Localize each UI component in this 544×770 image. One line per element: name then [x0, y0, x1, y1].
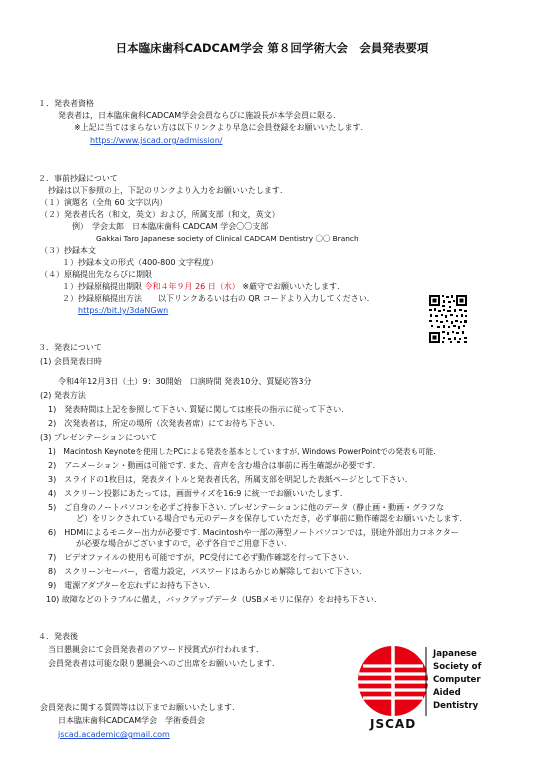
section-1-note: ※上記に当てはまらない方は以下リンクより早急に会員登録をお願いいたします. — [74, 123, 364, 132]
guideline-item-6b: が必要な場合がございますので，必ず各自でご用意下さい. — [76, 539, 287, 548]
logo-line-3: Computer — [433, 675, 481, 685]
example-english: Gakkai Taro Japanese society of Clinical CADCAM Dentistry 〇〇 Branch — [96, 234, 359, 243]
presentation-method-heading: (2) 発表方法 — [40, 391, 86, 400]
jscad-logo — [356, 644, 516, 732]
deadline-note: ※厳守でお願いいたします. — [242, 282, 340, 291]
qr-code-icon[interactable] — [428, 294, 468, 344]
submission-method: ２）抄録原稿提出方法 以下リンクあるいは右の QR コードより入力してください. — [62, 294, 370, 303]
item-abstract-body: （３）抄録本文 — [40, 246, 96, 255]
presentation-date-heading: (1) 会員発表日時 — [40, 357, 102, 366]
guideline-item-10: 10) 故障などのトラブルに備え，バックアップデータ（USBメモリに保存）をお持ち下さい. — [46, 595, 377, 604]
section-4-heading: ４．発表後 — [38, 632, 78, 641]
presentation-guidelines-heading: (3) プレゼンテーションについて — [40, 433, 158, 442]
abstract-form-link[interactable]: https://bit.ly/3daNGwn — [78, 306, 169, 315]
document-title: 日本臨床歯科CADCAM学会 第８回学術大会 会員発表要項 — [115, 41, 429, 55]
logo-line-2: Society of — [433, 662, 482, 672]
contact-email-link[interactable]: jscad.academic@gmail.com — [58, 730, 170, 739]
item-title-limit: （１）演題名（全角 60 文字以内） — [40, 198, 168, 207]
item-author-name: （２）発表者氏名（和文，英文）および，所属支部（和文，英文） — [40, 210, 280, 219]
example-japanese: 例） 学会太郎 日本臨床歯科 CADCAM 学会〇〇支部 — [72, 222, 269, 231]
logo-line-1: Japanese — [433, 649, 477, 659]
submission-deadline — [62, 282, 340, 292]
section-1-heading: １．発表者資格 — [38, 99, 94, 108]
guideline-item-1: 1) Macintosh Keynoteを使用したPCによる発表を基本としていますが, Windows PowerPointでの発表も可能. — [48, 447, 436, 456]
guideline-item-2: 2) アニメーション・動画は可能です. また、音声を含む場合は事前に再生確認が必要です. — [48, 461, 376, 470]
section-3-heading: ３．発表について — [38, 343, 102, 352]
guideline-item-5b: ど）をリンクされている場合でも元のデータを保存していただき，必ず事前に動作確認をお願いいたします. — [76, 514, 463, 523]
guideline-item-3: 3) スライドの1枚目は，発表タイトルと発表者氏名，所属支部を明記した表紙ページとして下さい. — [48, 475, 408, 484]
guideline-item-6a: 6) HDMIによるモニター出力が必要です. Macintoshや一部の薄型ノートパソコンでは，別途外部出力コネクター — [48, 528, 459, 537]
guideline-item-5a: 5) ご自身のノートパソコンを必ずご持参下さい. プレゼンテーションに他のデータ（静止画・動画・グラフな — [48, 503, 445, 512]
section-2-intro: 抄録は以下参照の上，下記のリンクより入力をお願いいたします. — [48, 186, 283, 195]
abstract-format: １）抄録本文の形式（400-800 文字程度） — [62, 258, 218, 267]
presentation-datetime: 令和4年12月3日（土）9：30開始 口演時間 発表10分、質疑応答3分 — [58, 377, 312, 386]
guideline-item-7: 7) ビデオファイルの使用も可能ですが，PC受付にて必ず動作確認を行って下さい. — [48, 553, 349, 562]
section-2-heading: ２．事前抄録について — [38, 174, 118, 183]
logo-line-4: Aided — [433, 688, 461, 698]
method-item-1: 1) 発表時間は上記を参照して下さい. 質疑に関しては座長の指示に従って下さい. — [48, 405, 344, 414]
logo-acronym: JSCAD — [370, 717, 417, 731]
logo-line-5: Dentistry — [433, 701, 479, 711]
contact-intro: 会員発表に関する質問等は以下までお願いいたします. — [40, 703, 235, 712]
deadline-date: 令和４年９月 26 日（水） — [144, 282, 240, 291]
item-submission: （４）原稿提出先ならびに期限 — [40, 270, 152, 279]
contact-committee: 日本臨床歯科CADCAM学会 学術委員会 — [58, 716, 206, 725]
guideline-item-9: 9) 電源アダプターを忘れずにお持ち下さい. — [48, 581, 210, 590]
guideline-item-8: 8) スクリーンセーバー，省電力設定，パスワードはあらかじめ解除しておいて下さい. — [48, 567, 362, 576]
deadline-label: １）抄録原稿提出期限 — [62, 282, 142, 291]
section-1-text: 発表者は，日本臨床歯科CADCAM学会会員ならびに施設長が本学会員に限る. — [58, 111, 336, 120]
reception-attendance-text: 会員発表者は可能な限り懇親会へのご出席をお願いいたします. — [48, 659, 275, 668]
guideline-item-4: 4) スクリーン投影にあたっては，画面サイズを16:9 に統一でお願いいたします. — [48, 489, 343, 498]
method-item-2: 2) 次発表者は，所定の場所（次発表者席）にてお待ち下さい. — [48, 419, 275, 428]
admission-link[interactable]: https://www.jscad.org/admission/ — [90, 136, 223, 145]
award-ceremony-text: 当日懇親会にて会員発表者のアワード授賞式が行われます. — [48, 645, 259, 654]
